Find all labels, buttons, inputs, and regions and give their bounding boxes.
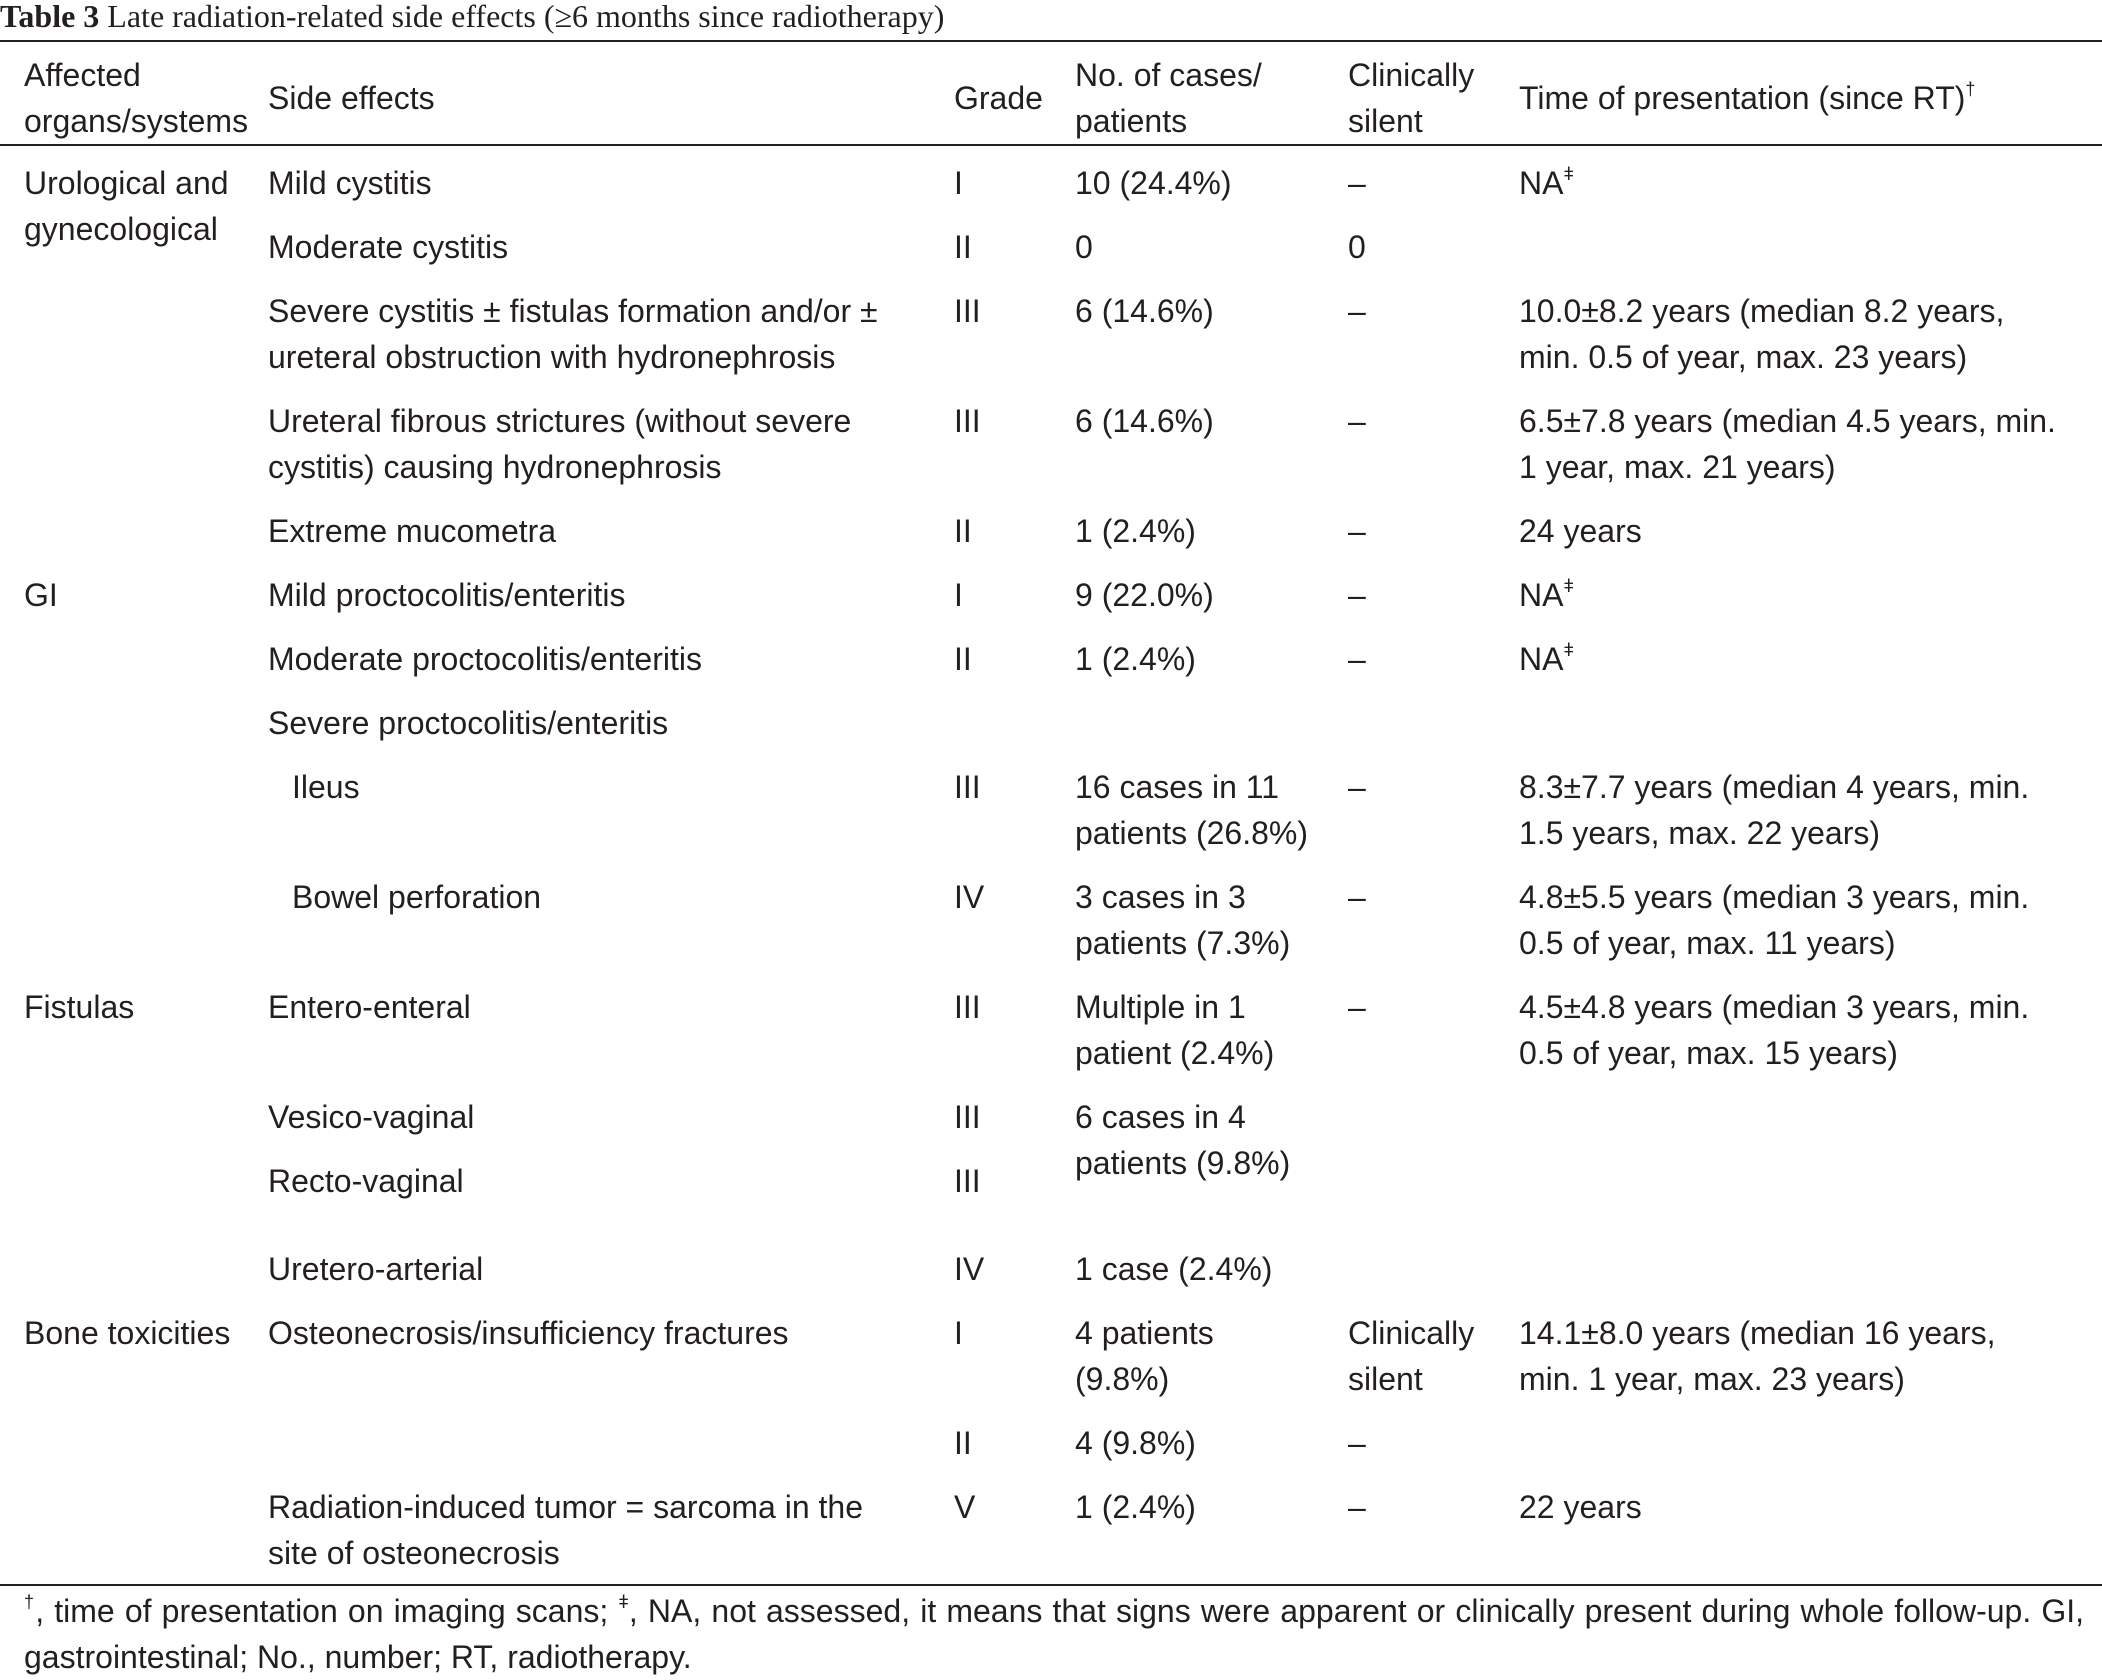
- silent-cell-line: [1348, 1310, 1474, 1356]
- side-effect-cell-text: Extreme mucometra: [268, 513, 557, 549]
- side-effect-cell: [268, 1158, 464, 1204]
- cases-cell-line: [1075, 920, 1290, 966]
- grade-cell-line: [954, 984, 981, 1030]
- cases-cell-text: patients (26.8%): [1075, 815, 1309, 851]
- side-effect-cell: [292, 874, 541, 920]
- header-time: [1519, 75, 1975, 121]
- cases-cell-text: 16 cases in 11: [1075, 769, 1279, 805]
- cases-cell-line: [1075, 810, 1308, 856]
- time-cell-text: NA: [1519, 641, 1564, 677]
- side-effect-cell-text: Recto-vaginal: [268, 1163, 464, 1199]
- time-cell-text: 22 years: [1519, 1489, 1642, 1525]
- side-effect-cell: [268, 160, 432, 206]
- time-cell-line: [1519, 572, 1574, 618]
- grade-cell: [954, 398, 981, 444]
- organ-cell: [24, 160, 229, 252]
- footnote-rest-text: , NA, not assessed, it means that signs were apparent or clinically present during whole follow-up. GI, gastrointestinal; No., number; RT, radiotherapy.: [24, 1593, 2085, 1675]
- silent-cell-line: [1348, 636, 1366, 682]
- time-cell-text: 10.0±8.2 years (median 8.2 years,: [1519, 293, 2005, 329]
- time-cell-text: 4.5±4.8 years (median 3 years, min.: [1519, 989, 2030, 1025]
- silent-cell-line: [1348, 1356, 1474, 1402]
- cases-cell: [1075, 1094, 1290, 1186]
- header-silent-line: Clinically: [1348, 57, 1475, 93]
- time-cell-line: [1519, 398, 2056, 444]
- cases-cell: [1075, 572, 1214, 618]
- dagger-mark: †: [1965, 79, 1976, 99]
- silent-cell: [1348, 288, 1366, 334]
- side-effect-cell-line: [292, 764, 360, 810]
- cases-cell-line: [1075, 398, 1214, 444]
- grade-cell-text: II: [954, 641, 972, 677]
- time-cell-line: [1519, 1484, 1642, 1530]
- top-rule: [0, 40, 2102, 42]
- side-effect-cell-line: [268, 444, 851, 490]
- side-effect-cell-line: [268, 1310, 789, 1356]
- time-cell-line: [1519, 1030, 2029, 1076]
- side-effect-cell: [268, 636, 702, 682]
- grade-cell-text: V: [954, 1489, 976, 1525]
- cases-cell: [1075, 636, 1196, 682]
- cases-cell-text: patients (9.8%): [1075, 1145, 1291, 1181]
- cases-cell-text: Multiple in 1: [1075, 989, 1246, 1025]
- grade-cell-text: II: [954, 1425, 972, 1461]
- table-label: Table 3: [0, 0, 100, 34]
- silent-cell: [1348, 224, 1366, 270]
- header-cases: [1075, 52, 1262, 144]
- time-cell-line: [1519, 764, 2029, 810]
- table-caption: [0, 0, 2102, 38]
- side-effect-cell: [268, 224, 508, 270]
- side-effect-cell: [268, 1094, 474, 1140]
- double-dagger-mark: ǂ: [618, 1592, 629, 1612]
- cases-cell: [1075, 398, 1214, 444]
- cases-cell-text: 3 cases in 3: [1075, 879, 1246, 915]
- cases-cell-line: [1075, 636, 1196, 682]
- silent-cell-text: –: [1348, 513, 1366, 549]
- time-cell-text: 4.8±5.5 years (median 3 years, min.: [1519, 879, 2030, 915]
- cases-cell-text: 1 (2.4%): [1075, 513, 1196, 549]
- side-effect-cell-line: [268, 984, 471, 1030]
- side-effect-cell-line: [268, 1530, 863, 1576]
- header-organs-line: organs/systems: [24, 103, 249, 139]
- time-cell: [1519, 1484, 1642, 1530]
- cases-cell: [1075, 1420, 1196, 1466]
- cases-cell-line: [1075, 224, 1093, 270]
- grade-cell-line: [954, 1310, 963, 1356]
- organ-cell-line: [24, 206, 229, 252]
- side-effect-cell-line: [268, 334, 878, 380]
- cases-cell-line: [1075, 1356, 1214, 1402]
- grade-cell-line: [954, 508, 972, 554]
- time-cell: [1519, 874, 2029, 966]
- side-effect-cell-line: [268, 636, 702, 682]
- grade-cell-text: III: [954, 989, 981, 1025]
- time-cell-line: [1519, 920, 2029, 966]
- time-cell: [1519, 288, 2004, 380]
- side-effect-cell-line: [268, 224, 508, 270]
- silent-cell-line: [1348, 874, 1366, 920]
- grade-cell-line: [954, 160, 963, 206]
- organ-cell-text: GI: [24, 577, 58, 613]
- side-effect-cell-line: [268, 1484, 863, 1530]
- side-effect-cell-text: Entero-enteral: [268, 989, 471, 1025]
- header-cases-line: patients: [1075, 103, 1188, 139]
- time-cell-text: NA: [1519, 577, 1564, 613]
- header-time-text: Time of presentation (since RT): [1519, 80, 1966, 116]
- cases-cell-line: [1075, 1246, 1272, 1292]
- side-effect-cell: [268, 700, 668, 746]
- side-effect-cell-text: Uretero-arterial: [268, 1251, 484, 1287]
- grade-cell-line: [954, 224, 972, 270]
- time-cell: [1519, 398, 2056, 490]
- time-cell-text: min. 0.5 of year, max. 23 years): [1519, 339, 1968, 375]
- silent-cell-text: –: [1348, 769, 1366, 805]
- silent-cell-line: [1348, 1484, 1366, 1530]
- silent-cell: [1348, 636, 1366, 682]
- silent-cell-line: [1348, 1420, 1366, 1466]
- header-cases-line: No. of cases/: [1075, 57, 1262, 93]
- side-effect-cell: [268, 1484, 863, 1576]
- cases-cell-text: 1 (2.4%): [1075, 1489, 1196, 1525]
- double-dagger-mark: ǂ: [1563, 576, 1574, 596]
- time-cell-text: 0.5 of year, max. 15 years): [1519, 1035, 1898, 1071]
- bottom-rule: [0, 1584, 2102, 1586]
- silent-cell-line: [1348, 764, 1366, 810]
- grade-cell: [954, 508, 972, 554]
- side-effect-cell-line: [268, 572, 625, 618]
- grade-cell-line: [954, 636, 972, 682]
- grade-cell: [954, 1484, 975, 1530]
- footnote-dagger-text: , time of presentation on imaging scans;: [35, 1593, 619, 1629]
- cases-cell: [1075, 1484, 1196, 1530]
- silent-cell: [1348, 1310, 1474, 1402]
- side-effect-cell-text: Osteonecrosis/insufficiency fractures: [268, 1315, 789, 1351]
- header-side-effects: Side effects: [268, 80, 435, 116]
- silent-cell: [1348, 874, 1366, 920]
- side-effect-cell-text: Severe proctocolitis/enteritis: [268, 705, 669, 741]
- time-cell: [1519, 764, 2029, 856]
- time-cell-line: [1519, 984, 2029, 1030]
- silent-cell: [1348, 572, 1366, 618]
- silent-cell: [1348, 1484, 1366, 1530]
- silent-cell-text: –: [1348, 1489, 1366, 1525]
- side-effect-cell-text: cystitis) causing hydronephrosis: [268, 449, 722, 485]
- cases-cell-line: [1075, 572, 1214, 618]
- grade-cell: [954, 224, 972, 270]
- cases-cell-line: [1075, 160, 1232, 206]
- cases-cell-text: 6 (14.6%): [1075, 403, 1214, 439]
- grade-cell-text: III: [954, 293, 981, 329]
- side-effect-cell-text: Moderate cystitis: [268, 229, 509, 265]
- side-effect-cell-text: Mild cystitis: [268, 165, 432, 201]
- silent-cell-text: –: [1348, 641, 1366, 677]
- header-rule: [0, 144, 2102, 146]
- grade-cell-line: [954, 572, 963, 618]
- cases-cell-text: patients (7.3%): [1075, 925, 1291, 961]
- time-cell-text: 0.5 of year, max. 11 years): [1519, 925, 1896, 961]
- time-cell-text: 6.5±7.8 years (median 4.5 years, min.: [1519, 403, 2056, 439]
- cases-cell-text: 4 (9.8%): [1075, 1425, 1196, 1461]
- cases-cell-text: 6 cases in 4: [1075, 1099, 1246, 1135]
- cases-cell: [1075, 1310, 1214, 1402]
- grade-cell-text: III: [954, 403, 981, 439]
- time-cell-line: [1519, 636, 1574, 682]
- grade-cell-line: [954, 1094, 981, 1140]
- side-effect-cell: [268, 1310, 789, 1356]
- cases-cell: [1075, 508, 1196, 554]
- silent-cell-text: 0: [1348, 229, 1366, 265]
- time-cell-text: 24 years: [1519, 513, 1642, 549]
- double-dagger-mark: ǂ: [1563, 164, 1574, 184]
- grade-cell-text: III: [954, 1099, 981, 1135]
- cases-cell-text: 1 (2.4%): [1075, 641, 1196, 677]
- organ-cell-text: Fistulas: [24, 989, 135, 1025]
- silent-cell-line: [1348, 572, 1366, 618]
- cases-cell: [1075, 160, 1232, 206]
- side-effect-cell-line: [268, 288, 878, 334]
- silent-cell: [1348, 160, 1366, 206]
- silent-cell-text: silent: [1348, 1361, 1423, 1397]
- time-cell: [1519, 984, 2029, 1076]
- side-effect-cell: [268, 508, 556, 554]
- grade-cell-text: I: [954, 165, 963, 201]
- time-cell: [1519, 572, 1574, 618]
- header-organs-line: Affected: [24, 57, 141, 93]
- organ-cell: [24, 1310, 230, 1356]
- grade-cell-text: III: [954, 1163, 981, 1199]
- cases-cell: [1075, 874, 1290, 966]
- side-effect-cell-text: Ileus: [292, 769, 360, 805]
- silent-cell-line: [1348, 984, 1366, 1030]
- silent-cell-line: [1348, 508, 1366, 554]
- time-cell-line: [1519, 508, 1642, 554]
- cases-cell: [1075, 224, 1093, 270]
- grade-cell: [954, 1310, 963, 1356]
- double-dagger-mark: ǂ: [1563, 640, 1574, 660]
- side-effect-cell-text: Moderate proctocolitis/enteritis: [268, 641, 702, 677]
- grade-cell: [954, 288, 981, 334]
- cases-cell-text: 0: [1075, 229, 1093, 265]
- time-cell-text: 1.5 years, max. 22 years): [1519, 815, 1881, 851]
- header-silent-line: silent: [1348, 103, 1423, 139]
- cases-cell-text: 1 case (2.4%): [1075, 1251, 1273, 1287]
- side-effect-cell-text: ureteral obstruction with hydronephrosis: [268, 339, 836, 375]
- organ-cell-line: [24, 984, 134, 1030]
- organ-cell-line: [24, 1310, 230, 1356]
- grade-cell: [954, 874, 984, 920]
- cases-cell-text: patient (2.4%): [1075, 1035, 1275, 1071]
- cases-cell-line: [1075, 1030, 1274, 1076]
- silent-cell-text: –: [1348, 403, 1366, 439]
- silent-cell-line: [1348, 224, 1366, 270]
- cases-cell: [1075, 288, 1214, 334]
- silent-cell-text: –: [1348, 577, 1366, 613]
- side-effect-cell-text: Bowel perforation: [292, 879, 542, 915]
- header-grade: Grade: [954, 80, 1043, 116]
- cases-cell-line: [1075, 1140, 1290, 1186]
- cases-cell-text: (9.8%): [1075, 1361, 1170, 1397]
- cases-cell: [1075, 984, 1274, 1076]
- grade-cell: [954, 572, 963, 618]
- grade-cell-text: IV: [954, 879, 985, 915]
- silent-cell-text: –: [1348, 165, 1366, 201]
- side-effect-cell-line: [268, 1094, 474, 1140]
- side-effect-cell: [292, 764, 360, 810]
- grade-cell-text: I: [954, 1315, 963, 1351]
- grade-cell-text: IV: [954, 1251, 985, 1287]
- header-silent: [1348, 52, 1474, 144]
- side-effect-cell-line: [268, 1246, 483, 1292]
- side-effect-cell: [268, 572, 625, 618]
- silent-cell-text: –: [1348, 989, 1366, 1025]
- grade-cell-line: [954, 874, 984, 920]
- side-effect-cell-line: [292, 874, 541, 920]
- grade-cell: [954, 1158, 981, 1204]
- silent-cell: [1348, 764, 1366, 810]
- organ-cell: [24, 984, 134, 1030]
- time-cell-text: NA: [1519, 165, 1564, 201]
- organ-cell: [24, 572, 58, 618]
- grade-cell: [954, 984, 981, 1030]
- cases-cell-line: [1075, 764, 1308, 810]
- side-effect-cell-text: Ureteral fibrous strictures (without severe: [268, 403, 852, 439]
- side-effect-cell-text: Vesico-vaginal: [268, 1099, 475, 1135]
- cases-cell-text: 10 (24.4%): [1075, 165, 1232, 201]
- organ-cell-text: Bone toxicities: [24, 1315, 231, 1351]
- table-footnote: [24, 1588, 2084, 1680]
- side-effect-cell: [268, 984, 471, 1030]
- dagger-mark: †: [24, 1592, 36, 1612]
- side-effect-cell-text: Radiation-induced tumor = sarcoma in the: [268, 1489, 863, 1525]
- silent-cell: [1348, 1420, 1366, 1466]
- side-effect-cell-line: [268, 1158, 464, 1204]
- organ-cell-line: [24, 160, 229, 206]
- time-cell-text: 14.1±8.0 years (median 16 years,: [1519, 1315, 1996, 1351]
- cases-cell-text: 6 (14.6%): [1075, 293, 1214, 329]
- side-effect-cell: [268, 1246, 483, 1292]
- time-cell-line: [1519, 874, 2029, 920]
- grade-cell: [954, 636, 972, 682]
- cases-cell-text: 9 (22.0%): [1075, 577, 1214, 613]
- time-cell-line: [1519, 444, 2056, 490]
- grade-cell-line: [954, 764, 981, 810]
- silent-cell-line: [1348, 160, 1366, 206]
- grade-cell: [954, 1094, 981, 1140]
- silent-cell-text: –: [1348, 1425, 1366, 1461]
- silent-cell: [1348, 398, 1366, 444]
- side-effect-cell: [268, 288, 878, 380]
- grade-cell-line: [954, 288, 981, 334]
- grade-cell-line: [954, 1420, 972, 1466]
- time-cell-line: [1519, 810, 2029, 856]
- cases-cell-line: [1075, 1420, 1196, 1466]
- silent-cell-text: –: [1348, 879, 1366, 915]
- side-effect-cell-line: [268, 700, 668, 746]
- time-cell-text: min. 1 year, max. 23 years): [1519, 1361, 1905, 1397]
- header-organs: [24, 52, 248, 144]
- side-effect-cell-text: site of osteonecrosis: [268, 1535, 560, 1571]
- time-cell: [1519, 636, 1574, 682]
- silent-cell: [1348, 508, 1366, 554]
- grade-cell: [954, 764, 981, 810]
- cases-cell-line: [1075, 288, 1214, 334]
- cases-cell: [1075, 1246, 1272, 1292]
- grade-cell-text: II: [954, 513, 972, 549]
- side-effect-cell-text: Severe cystitis ± fistulas formation and/or ±: [268, 293, 878, 329]
- time-cell-line: [1519, 334, 2004, 380]
- organ-cell-line: [24, 572, 58, 618]
- silent-cell-line: [1348, 398, 1366, 444]
- grade-cell-text: II: [954, 229, 972, 265]
- time-cell: [1519, 508, 1642, 554]
- silent-cell: [1348, 984, 1366, 1030]
- time-cell: [1519, 160, 1574, 206]
- time-cell-line: [1519, 288, 2004, 334]
- grade-cell: [954, 1420, 972, 1466]
- grade-cell-line: [954, 1158, 981, 1204]
- time-cell-line: [1519, 160, 1574, 206]
- silent-cell-line: [1348, 288, 1366, 334]
- grade-cell: [954, 160, 963, 206]
- cases-cell-line: [1075, 1484, 1196, 1530]
- grade-cell: [954, 1246, 984, 1292]
- time-cell-text: 1 year, max. 21 years): [1519, 449, 1836, 485]
- side-effect-cell-line: [268, 398, 851, 444]
- grade-cell-line: [954, 1246, 984, 1292]
- cases-cell-line: [1075, 508, 1196, 554]
- side-effect-cell: [268, 398, 851, 490]
- side-effect-cell-text: Mild proctocolitis/enteritis: [268, 577, 626, 613]
- cases-cell-line: [1075, 1094, 1290, 1140]
- cases-cell-line: [1075, 874, 1290, 920]
- silent-cell-text: Clinically: [1348, 1315, 1475, 1351]
- grade-cell-text: I: [954, 577, 963, 613]
- table-title: Late radiation-related side effects (≥6 months since radiotherapy): [107, 0, 945, 34]
- cases-cell-line: [1075, 1310, 1214, 1356]
- grade-cell-line: [954, 1484, 975, 1530]
- time-cell-line: [1519, 1310, 1995, 1356]
- grade-cell-line: [954, 398, 981, 444]
- silent-cell-text: –: [1348, 293, 1366, 329]
- organ-cell-text: Urological and: [24, 165, 229, 201]
- cases-cell: [1075, 764, 1308, 856]
- cases-cell-text: 4 patients: [1075, 1315, 1214, 1351]
- side-effect-cell-line: [268, 160, 432, 206]
- time-cell-line: [1519, 1356, 1995, 1402]
- time-cell: [1519, 1310, 1995, 1402]
- cases-cell-line: [1075, 984, 1274, 1030]
- grade-cell-text: III: [954, 769, 981, 805]
- time-cell-text: 8.3±7.7 years (median 4 years, min.: [1519, 769, 2030, 805]
- organ-cell-text: gynecological: [24, 211, 218, 247]
- side-effect-cell-line: [268, 508, 556, 554]
